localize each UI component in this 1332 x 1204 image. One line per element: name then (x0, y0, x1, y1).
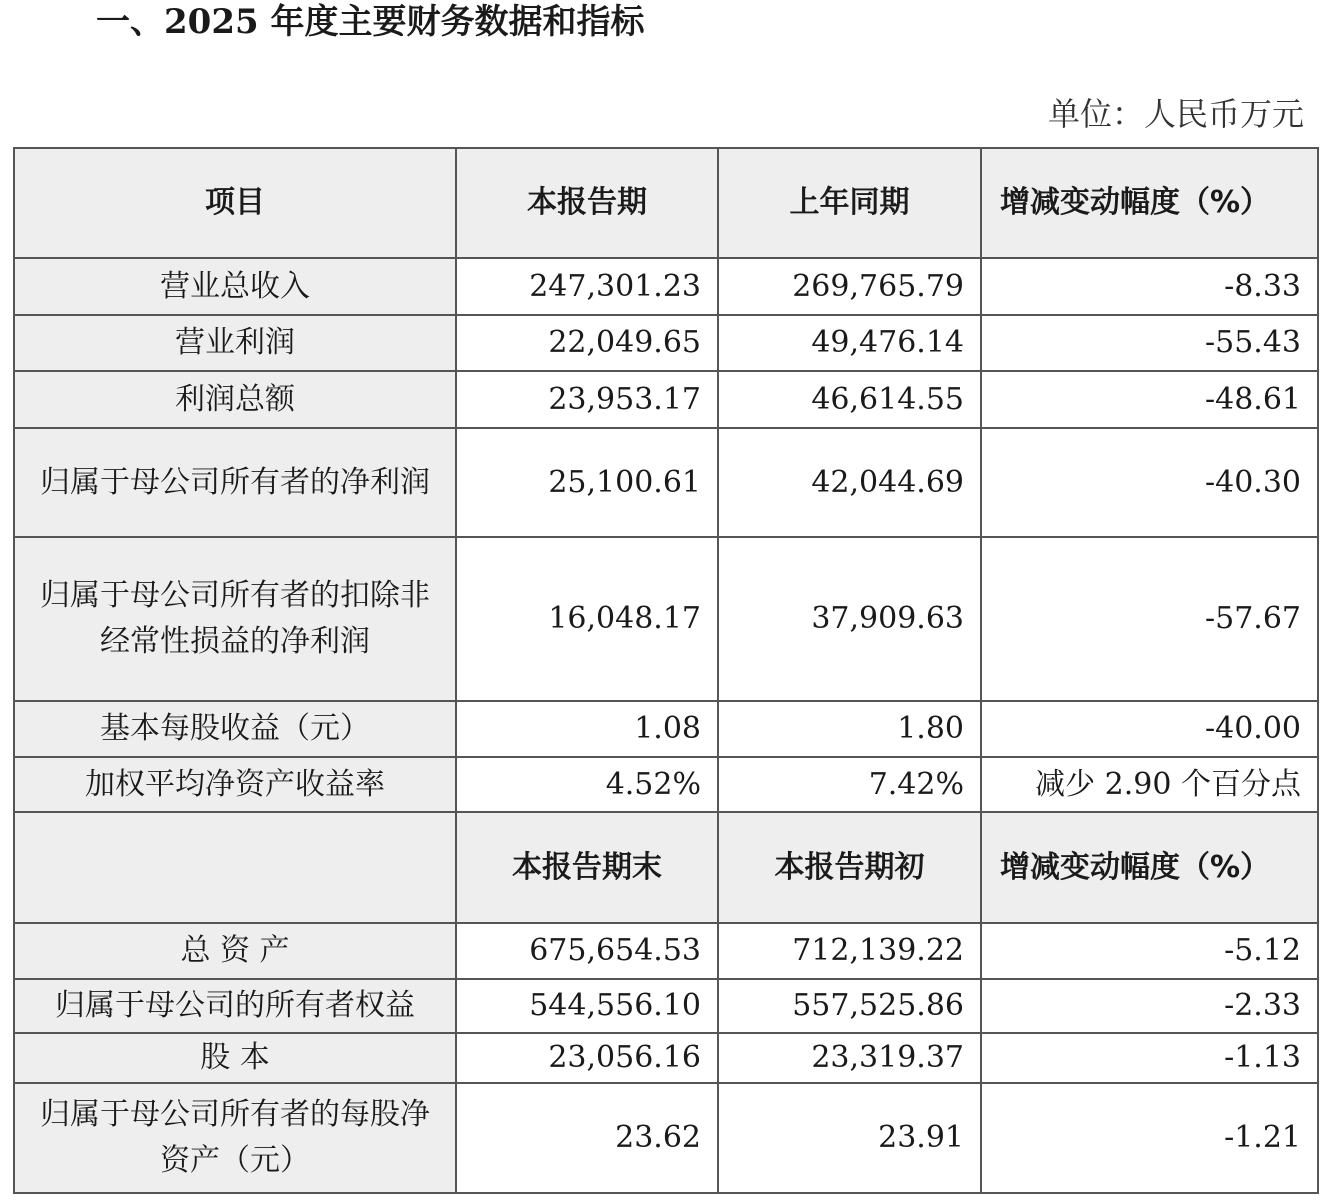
cell-prior: 1.80 (718, 701, 981, 757)
cell-prior: 46,614.55 (718, 371, 981, 428)
table-row (14, 1033, 1318, 1083)
cell-change: 减少 2.90 个百分点 (981, 757, 1318, 812)
cell-current: 16,048.17 (456, 537, 718, 701)
header-item-empty (14, 812, 456, 923)
cell-change: -55.43 (981, 315, 1318, 371)
row-label: 股 本 (14, 1033, 456, 1083)
header-period-start: 本报告期初 (718, 812, 981, 923)
section-title: 一、2025 年度主要财务数据和指标 (96, 2, 645, 42)
cell-change: -8.33 (981, 258, 1318, 315)
cell-prior: 42,044.69 (718, 428, 981, 537)
row-label: 利润总额 (14, 371, 456, 428)
row-label: 加权平均净资产收益率 (14, 757, 456, 812)
row-label: 归属于母公司所有者的扣除非经常性损益的净利润 (14, 537, 456, 701)
table-row (14, 315, 1318, 371)
table-row (14, 258, 1318, 315)
cell-change: -1.21 (981, 1083, 1318, 1193)
cell-change: -2.33 (981, 979, 1318, 1033)
table-header-row-balance (14, 812, 1318, 923)
row-label: 总 资 产 (14, 923, 456, 979)
row-label: 营业总收入 (14, 258, 456, 315)
row-label: 归属于母公司所有者的净利润 (14, 428, 456, 537)
header-current-period: 本报告期 (456, 148, 718, 258)
table-row (14, 757, 1318, 812)
row-label: 基本每股收益（元） (14, 701, 456, 757)
row-label: 归属于母公司的所有者权益 (14, 979, 456, 1033)
cell-current: 544,556.10 (456, 979, 718, 1033)
table-row (14, 428, 1318, 537)
cell-prior: 23,319.37 (718, 1033, 981, 1083)
table-row (14, 371, 1318, 428)
table-row (14, 701, 1318, 757)
cell-current: 23,056.16 (456, 1033, 718, 1083)
cell-current: 23.62 (456, 1083, 718, 1193)
table-row (14, 979, 1318, 1033)
cell-prior: 49,476.14 (718, 315, 981, 371)
table-header-row (14, 148, 1318, 258)
financial-data-table (13, 147, 1319, 1194)
cell-prior: 37,909.63 (718, 537, 981, 701)
cell-current: 22,049.65 (456, 315, 718, 371)
table-row (14, 537, 1318, 701)
cell-prior: 23.91 (718, 1083, 981, 1193)
cell-current: 23,953.17 (456, 371, 718, 428)
cell-change: -57.67 (981, 537, 1318, 701)
header-change: 增减变动幅度（%） (981, 148, 1318, 258)
table-row (14, 923, 1318, 979)
cell-prior: 712,139.22 (718, 923, 981, 979)
table-row (14, 1083, 1318, 1193)
cell-current: 4.52% (456, 757, 718, 812)
unit-label: 单位：人民币万元 (1047, 95, 1304, 133)
cell-current: 247,301.23 (456, 258, 718, 315)
header-period-end: 本报告期末 (456, 812, 718, 923)
cell-current: 675,654.53 (456, 923, 718, 979)
header-item: 项目 (14, 148, 456, 258)
cell-change: -5.12 (981, 923, 1318, 979)
cell-prior: 557,525.86 (718, 979, 981, 1033)
cell-change: -40.30 (981, 428, 1318, 537)
row-label: 归属于母公司所有者的每股净资产（元） (14, 1083, 456, 1193)
cell-prior: 269,765.79 (718, 258, 981, 315)
cell-change: -1.13 (981, 1033, 1318, 1083)
cell-change: -48.61 (981, 371, 1318, 428)
cell-prior: 7.42% (718, 757, 981, 812)
cell-current: 1.08 (456, 701, 718, 757)
row-label: 营业利润 (14, 315, 456, 371)
header-change: 增减变动幅度（%） (981, 812, 1318, 923)
header-prior-period: 上年同期 (718, 148, 981, 258)
cell-current: 25,100.61 (456, 428, 718, 537)
cell-change: -40.00 (981, 701, 1318, 757)
